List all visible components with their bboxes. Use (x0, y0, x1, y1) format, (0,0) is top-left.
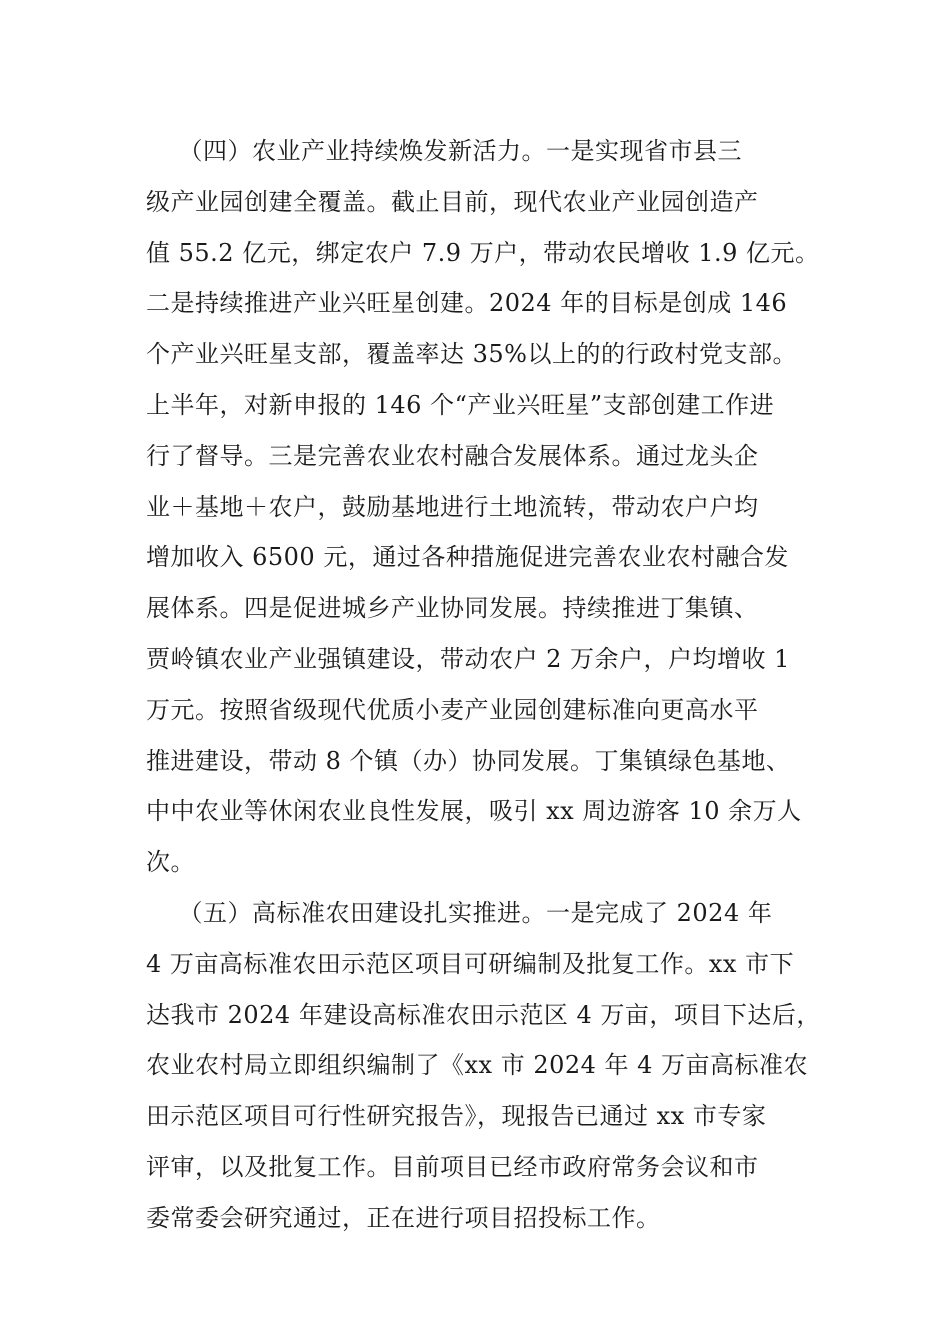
text-line: 4 万亩高标准农田示范区项目可研编制及批复工作。xx 市下 (146, 949, 795, 978)
text-line: 农业农村局立即组织编制了《xx 市 2024 年 4 万亩高标准农 (146, 1051, 809, 1080)
document-body (146, 126, 836, 1244)
text-line: 万元。按照省级现代优质小麦产业园创建标准向更高水平 (146, 695, 759, 724)
text-line: 业＋基地＋农户，鼓励基地进行土地流转，带动农户户均 (146, 492, 759, 521)
text-line: 个产业兴旺星支部，覆盖率达 35%以上的的行政村党支部。 (146, 340, 797, 369)
text-line: 委常委会研究通过，正在进行项目招投标工作。 (146, 1203, 661, 1232)
text-line: 推进建设，带动 8 个镇（办）协同发展。丁集镇绿色基地、 (146, 746, 791, 775)
text-line: 达我市 2024 年建设高标准农田示范区 4 万亩，项目下达后， (146, 1000, 821, 1029)
text-line: 上半年，对新申报的 146 个“产业兴旺星”支部创建工作进 (146, 390, 775, 419)
text-line: 行了督导。三是完善农业农村融合发展体系。通过龙头企 (146, 441, 759, 470)
text-line: （四）农业产业持续焕发新活力。一是实现省市县三 (146, 137, 743, 165)
text-line: 展体系。四是促进城乡产业协同发展。持续推进丁集镇、 (146, 594, 759, 623)
text-line: 田示范区项目可行性研究报告》，现报告已通过 xx 市专家 (146, 1102, 767, 1131)
text-line: 次。 (146, 848, 195, 877)
text-line: （五）高标准农田建设扎实推进。一是完成了 2024 年 (146, 898, 773, 927)
text-line: 增加收入 6500 元，通过各种措施促进完善农业农村融合发 (146, 543, 789, 572)
text-line: 评审，以及批复工作。目前项目已经市政府常务会议和市 (146, 1152, 759, 1181)
text-line: 中中农业等休闲农业良性发展，吸引 xx 周边游客 10 余万人 (146, 797, 802, 826)
text-line: 级产业园创建全覆盖。截止目前，现代农业产业园创造产 (146, 187, 759, 216)
text-line: 二是持续推进产业兴旺星创建。2024 年的目标是创成 146 (146, 289, 788, 318)
text-line: 贾岭镇农业产业强镇建设，带动农户 2 万余户，户均增收 1 (146, 644, 790, 673)
text-line: 值 55.2 亿元，绑定农户 7.9 万户，带动农民增收 1.9 亿元。 (146, 238, 820, 267)
